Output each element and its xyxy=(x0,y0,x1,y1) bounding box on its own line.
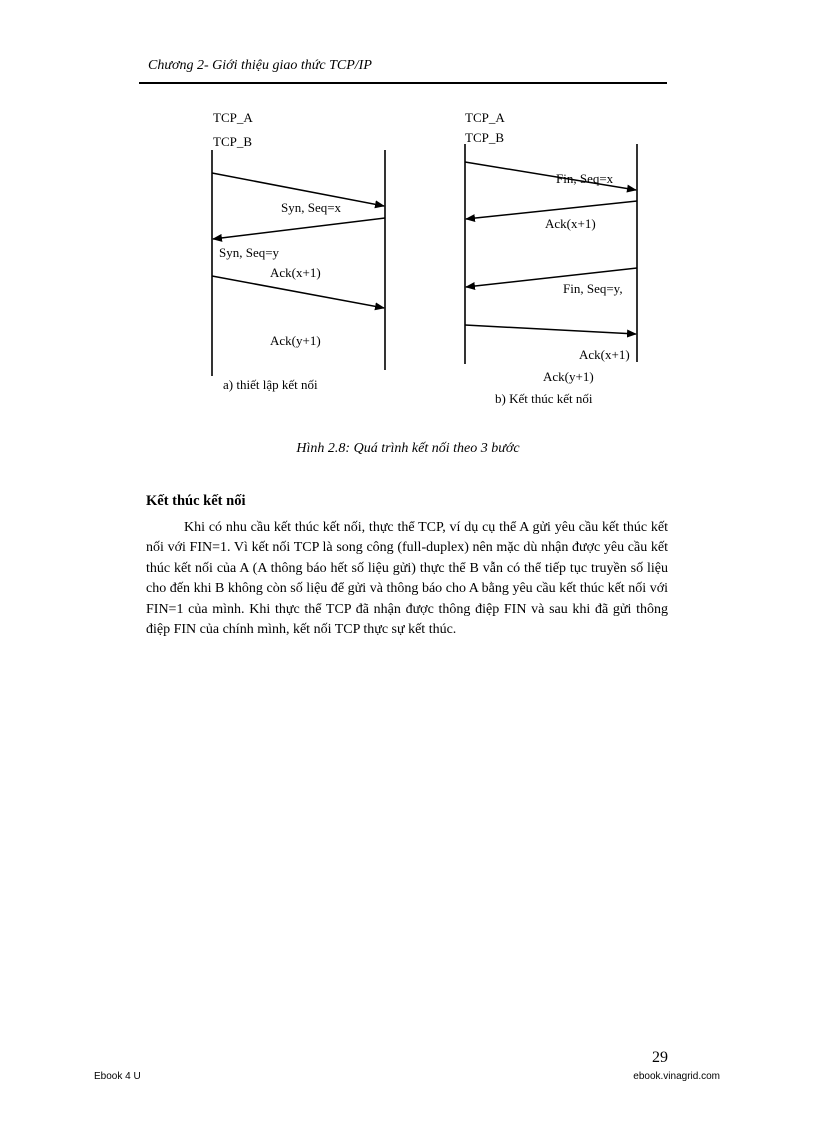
page-number: 29 xyxy=(652,1049,668,1066)
left-msg-syn-seq-x: Syn, Seq=x xyxy=(281,200,342,215)
right-msg-ack-x1: Ack(x+1) xyxy=(545,216,596,231)
left-arrow-ack-a-to-b xyxy=(212,276,384,308)
diagram-connection-setup xyxy=(212,110,385,392)
left-diagram-caption: a) thiết lập kết nối xyxy=(223,377,318,392)
left-msg-syn-seq-y: Syn, Seq=y xyxy=(219,245,280,260)
footer-brand: Ebook 4 U xyxy=(94,1071,141,1082)
chapter-title: Chương 2- Giới thiệu giao thức TCP/IP xyxy=(148,58,372,73)
body-paragraph: Khi có nhu cầu kết thúc kết nối, thực thể TCP, ví dụ cụ thể A gửi yêu cầu kết thúc kết nối với FIN=1. Vì kết nối TCP là song công (full-duplex) nên mặc dù nhận được yêu cầu kết thúc kết nối của A (A thông báo hết số liệu gửi) thực thể B vẫn có thể tiếp tục truyền số liệu cho đến khi B không còn số liệu để gửi và thông báo cho A bằng yêu cầu kết thúc kết nối với FIN=1 của mình. Khi thực thể TCP đã nhận được thông điệp FIN và sau khi đã gửi thông điệp FIN của chính mình, kết nối TCP thực sự kết thúc. xyxy=(146,520,668,638)
left-msg-ack-x1: Ack(x+1) xyxy=(270,265,321,280)
left-arrow-syn-b-to-a xyxy=(213,218,385,239)
footer-website: ebook.vinagrid.com xyxy=(633,1071,720,1082)
figure-caption: Hình 2.8: Quá trình kết nối theo 3 bước xyxy=(296,441,520,456)
right-diagram-caption: b) Kết thúc kết nối xyxy=(495,391,593,406)
left-label-tcp-b: TCP_B xyxy=(213,134,253,149)
left-msg-ack-y1: Ack(y+1) xyxy=(270,333,321,348)
right-label-tcp-a: TCP_A xyxy=(465,110,505,125)
section-heading: Kết thúc kết nối xyxy=(146,493,246,509)
right-msg-ack-x1-second: Ack(x+1) xyxy=(579,347,630,362)
tcp-sequence-diagrams xyxy=(0,0,816,430)
right-label-tcp-b: TCP_B xyxy=(465,130,505,145)
left-label-tcp-a: TCP_A xyxy=(213,110,253,125)
right-msg-fin-seq-x: Fin, Seq=x xyxy=(556,171,614,186)
right-msg-ack-y1: Ack(y+1) xyxy=(543,369,594,384)
right-msg-fin-seq-y: Fin, Seq=y, xyxy=(563,281,623,296)
diagram-connection-close xyxy=(465,110,637,406)
right-arrow-ack-a-to-b xyxy=(465,325,636,334)
